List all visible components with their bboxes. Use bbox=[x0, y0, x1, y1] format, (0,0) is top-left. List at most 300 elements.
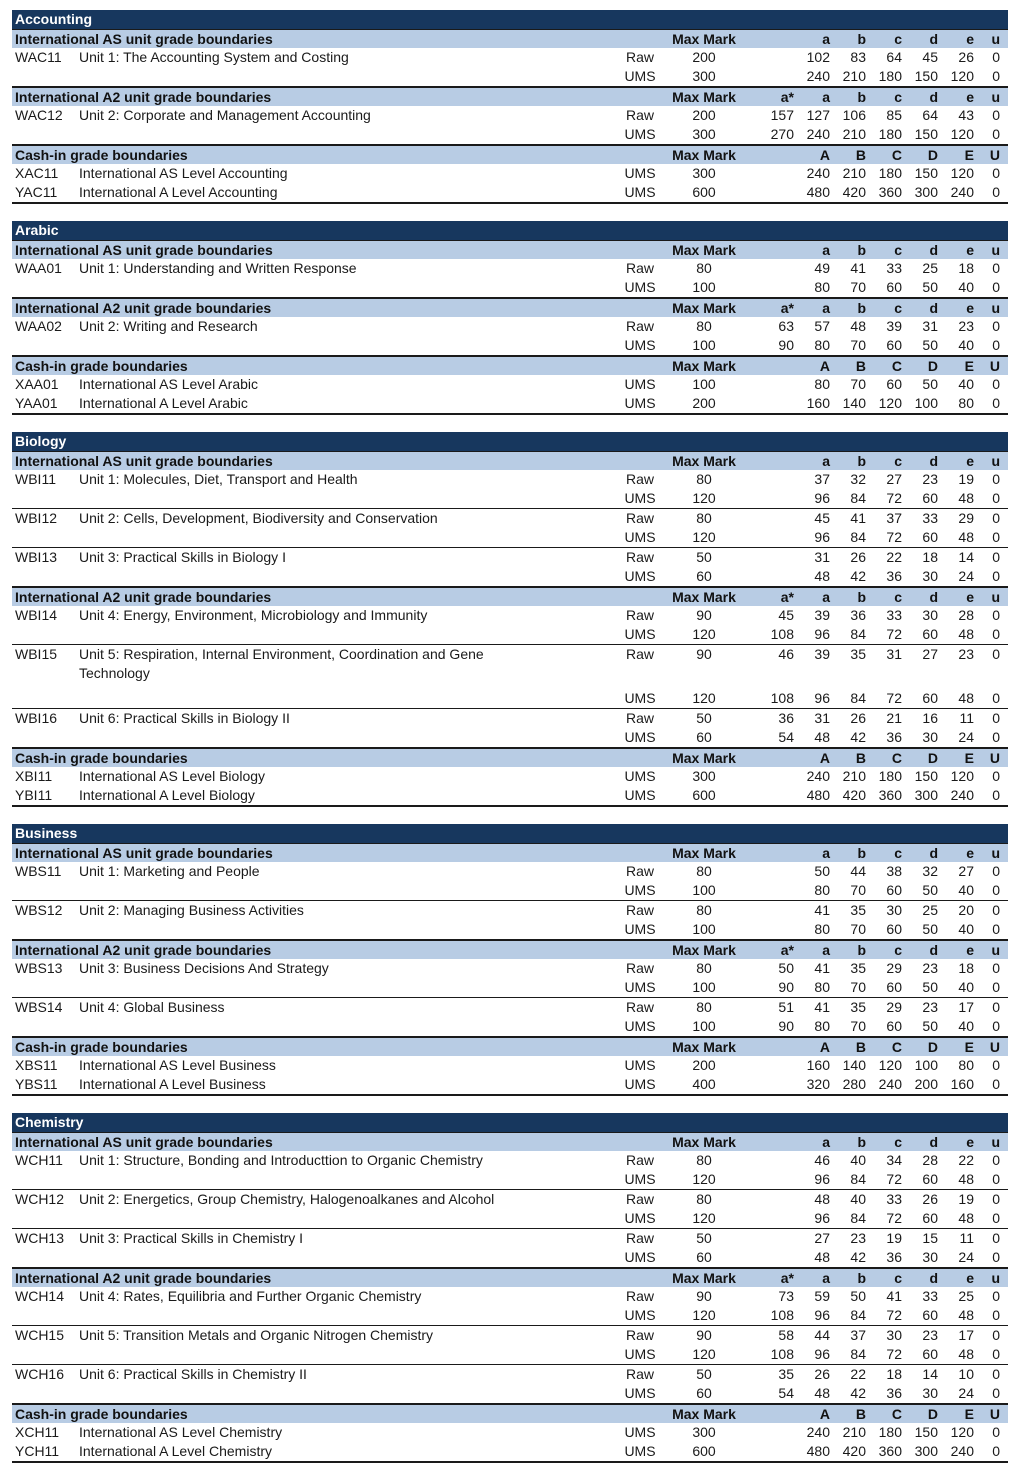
unit-title: Unit 2: Managing Business Activities bbox=[79, 902, 304, 918]
grade-header: C bbox=[891, 147, 902, 163]
grade-value: 48 bbox=[814, 1191, 830, 1207]
unit-row-group bbox=[12, 998, 1008, 1037]
table-row bbox=[12, 67, 1008, 86]
grade-header: D bbox=[927, 358, 938, 374]
grade-value: 108 bbox=[770, 1307, 794, 1323]
unit-title: Unit 1: Structure, Bonding and Introducttion to Organic Chemistry bbox=[79, 1152, 483, 1168]
grade-header: a* bbox=[780, 300, 794, 316]
grade-value: 36 bbox=[850, 607, 866, 623]
mark-type: UMS bbox=[624, 337, 656, 353]
unit-row-group bbox=[12, 786, 1008, 807]
grade-header: D bbox=[927, 147, 938, 163]
max-mark-value: 60 bbox=[696, 729, 712, 745]
grade-value: 0 bbox=[992, 376, 1000, 392]
grade-value: 80 bbox=[814, 979, 830, 995]
grade-value: 22 bbox=[958, 1152, 974, 1168]
grade-value: 0 bbox=[992, 1288, 1000, 1304]
grade-value: 18 bbox=[922, 549, 938, 565]
grade-value: 210 bbox=[842, 68, 866, 84]
grade-value: 64 bbox=[922, 107, 938, 123]
unit-code: WBI14 bbox=[15, 607, 58, 623]
unit-title: Unit 3: Practical Skills in Biology I bbox=[79, 549, 286, 565]
grade-value: 70 bbox=[850, 882, 866, 898]
max-mark-header: Max Mark bbox=[672, 31, 736, 47]
grade-header: E bbox=[964, 358, 974, 374]
grade-value: 23 bbox=[922, 999, 938, 1015]
grade-value: 102 bbox=[806, 49, 830, 65]
max-mark-value: 300 bbox=[692, 1424, 716, 1440]
mark-type: Raw bbox=[625, 471, 654, 487]
mark-type: UMS bbox=[624, 1385, 656, 1401]
table-row bbox=[12, 106, 1008, 125]
grade-header: b bbox=[857, 845, 866, 861]
grade-header: a bbox=[822, 589, 830, 605]
table-row bbox=[12, 978, 1008, 997]
unit-title: Unit 4: Global Business bbox=[79, 999, 225, 1015]
grade-value: 23 bbox=[958, 646, 974, 662]
grade-value: 19 bbox=[958, 471, 974, 487]
subject-title: Biology bbox=[12, 432, 1008, 451]
section-title: Cash-in grade boundaries bbox=[15, 750, 188, 766]
max-mark-header: Max Mark bbox=[672, 300, 736, 316]
grade-value: 30 bbox=[922, 729, 938, 745]
grade-value: 36 bbox=[778, 710, 794, 726]
section-title: International AS unit grade boundaries bbox=[15, 242, 273, 258]
grade-value: 37 bbox=[814, 471, 830, 487]
grade-value: 28 bbox=[958, 607, 974, 623]
grade-value: 26 bbox=[922, 1191, 938, 1207]
grade-value: 48 bbox=[814, 568, 830, 584]
grade-value: 26 bbox=[850, 549, 866, 565]
unit-row-group bbox=[12, 317, 1008, 356]
grade-header: b bbox=[857, 1270, 866, 1286]
mark-type: Raw bbox=[625, 1327, 654, 1343]
grade-value: 96 bbox=[814, 626, 830, 642]
max-mark-value: 100 bbox=[692, 1018, 716, 1034]
grade-value: 150 bbox=[914, 165, 938, 181]
grade-header: u bbox=[991, 589, 1000, 605]
grade-value: 40 bbox=[958, 882, 974, 898]
grade-value: 80 bbox=[814, 882, 830, 898]
unit-row-group bbox=[12, 959, 1008, 998]
max-mark-value: 100 bbox=[692, 882, 716, 898]
grade-header: u bbox=[991, 1270, 1000, 1286]
grade-value: 41 bbox=[814, 902, 830, 918]
unit-code: WAA01 bbox=[15, 260, 62, 276]
grade-header: u bbox=[991, 453, 1000, 469]
grade-value: 39 bbox=[814, 646, 830, 662]
max-mark-value: 120 bbox=[692, 1346, 716, 1362]
grade-value: 24 bbox=[958, 568, 974, 584]
grade-value: 41 bbox=[814, 960, 830, 976]
unit-row-group bbox=[12, 1075, 1008, 1096]
grade-value: 33 bbox=[922, 1288, 938, 1304]
section-header bbox=[12, 748, 1008, 767]
grade-value: 42 bbox=[850, 568, 866, 584]
max-mark-value: 120 bbox=[692, 529, 716, 545]
table-row bbox=[12, 125, 1008, 144]
table-row bbox=[12, 689, 1008, 708]
grade-header: D bbox=[927, 1039, 938, 1055]
unit-row-group bbox=[12, 106, 1008, 145]
grade-value: 11 bbox=[959, 1230, 974, 1246]
grade-value: 360 bbox=[878, 787, 902, 803]
section-header bbox=[12, 298, 1008, 317]
grade-value: 210 bbox=[842, 1424, 866, 1440]
grade-value: 14 bbox=[922, 1366, 938, 1382]
unit-title: Unit 2: Writing and Research bbox=[79, 318, 258, 334]
grade-value: 0 bbox=[992, 1152, 1000, 1168]
grade-value: 0 bbox=[992, 1366, 1000, 1382]
grade-value: 420 bbox=[842, 1443, 866, 1459]
grade-value: 120 bbox=[878, 1057, 902, 1073]
grade-value: 41 bbox=[850, 510, 866, 526]
mark-type: UMS bbox=[624, 1018, 656, 1034]
unit-title: Unit 3: Business Decisions And Strategy bbox=[79, 960, 329, 976]
mark-type: UMS bbox=[624, 1210, 656, 1226]
max-mark-value: 80 bbox=[696, 960, 712, 976]
grade-value: 60 bbox=[922, 1346, 938, 1362]
grade-value: 26 bbox=[814, 1366, 830, 1382]
grade-value: 240 bbox=[950, 184, 974, 200]
max-mark-header: Max Mark bbox=[672, 1406, 736, 1422]
grade-header: e bbox=[966, 242, 974, 258]
grade-header: e bbox=[966, 453, 974, 469]
max-mark-value: 200 bbox=[692, 1057, 716, 1073]
mark-type: UMS bbox=[624, 882, 656, 898]
grade-header: C bbox=[891, 1406, 902, 1422]
max-mark-value: 300 bbox=[692, 165, 716, 181]
grade-value: 157 bbox=[770, 107, 794, 123]
unit-title: Unit 1: Understanding and Written Response bbox=[79, 260, 357, 276]
subject-block bbox=[12, 221, 1008, 415]
grade-header: a* bbox=[780, 1270, 794, 1286]
unit-code: WBS11 bbox=[15, 863, 62, 879]
grade-value: 73 bbox=[778, 1288, 794, 1304]
grade-value: 37 bbox=[886, 510, 902, 526]
grade-value: 240 bbox=[806, 768, 830, 784]
grade-value: 59 bbox=[814, 1288, 830, 1304]
unit-code: WBI12 bbox=[15, 510, 58, 526]
section-title: International A2 unit grade boundaries bbox=[15, 589, 272, 605]
grade-value: 0 bbox=[992, 126, 1000, 142]
grade-value: 0 bbox=[992, 787, 1000, 803]
grade-value: 34 bbox=[886, 1152, 902, 1168]
unit-code: WBS14 bbox=[15, 999, 63, 1015]
grade-value: 120 bbox=[878, 395, 902, 411]
section-header bbox=[12, 87, 1008, 106]
grade-value: 27 bbox=[886, 471, 902, 487]
table-row bbox=[12, 625, 1008, 644]
unit-code: WBI16 bbox=[15, 710, 58, 726]
mark-type: UMS bbox=[624, 626, 656, 642]
grade-value: 80 bbox=[958, 1057, 974, 1073]
grade-value: 72 bbox=[886, 490, 902, 506]
grade-value: 210 bbox=[842, 768, 866, 784]
grade-value: 150 bbox=[914, 68, 938, 84]
unit-code: WAC11 bbox=[15, 49, 62, 65]
grade-value: 45 bbox=[778, 607, 794, 623]
grade-value: 80 bbox=[958, 395, 974, 411]
max-mark-value: 300 bbox=[692, 68, 716, 84]
grade-value: 72 bbox=[886, 626, 902, 642]
grade-value: 23 bbox=[850, 1230, 866, 1246]
unit-code: XBI11 bbox=[15, 768, 53, 784]
grade-value: 46 bbox=[778, 646, 794, 662]
mark-type: Raw bbox=[625, 510, 654, 526]
grade-value: 300 bbox=[914, 787, 938, 803]
grade-header: u bbox=[991, 242, 1000, 258]
grade-value: 300 bbox=[914, 184, 938, 200]
grade-header: d bbox=[929, 89, 938, 105]
grade-value: 420 bbox=[842, 184, 866, 200]
grade-value: 0 bbox=[992, 863, 1000, 879]
grade-value: 72 bbox=[886, 529, 902, 545]
mark-type: Raw bbox=[625, 318, 654, 334]
table-row bbox=[12, 1248, 1008, 1267]
table-row bbox=[12, 548, 1008, 567]
grade-value: 106 bbox=[842, 107, 866, 123]
grade-value: 360 bbox=[878, 184, 902, 200]
table-row bbox=[12, 317, 1008, 336]
grade-header: B bbox=[855, 358, 866, 374]
mark-type: UMS bbox=[624, 1346, 656, 1362]
table-row bbox=[12, 1209, 1008, 1228]
grade-value: 27 bbox=[814, 1230, 830, 1246]
grade-value: 180 bbox=[878, 126, 902, 142]
grade-value: 50 bbox=[922, 882, 938, 898]
max-mark-value: 90 bbox=[696, 607, 712, 623]
mark-type: Raw bbox=[625, 1152, 654, 1168]
max-mark-value: 100 bbox=[692, 376, 716, 392]
grade-value: 180 bbox=[878, 165, 902, 181]
max-mark-value: 80 bbox=[696, 902, 712, 918]
max-mark-value: 50 bbox=[696, 1366, 712, 1382]
table-row bbox=[12, 767, 1008, 786]
max-mark-value: 80 bbox=[696, 260, 712, 276]
grade-header: d bbox=[929, 589, 938, 605]
unit-code: WCH11 bbox=[15, 1152, 63, 1168]
grade-value: 96 bbox=[814, 1171, 830, 1187]
grade-value: 0 bbox=[992, 68, 1000, 84]
grade-header: U bbox=[989, 1406, 1000, 1422]
grade-value: 50 bbox=[922, 1018, 938, 1034]
max-mark-value: 600 bbox=[692, 184, 716, 200]
grade-header: e bbox=[966, 89, 974, 105]
unit-title: International AS Level Accounting bbox=[79, 165, 288, 181]
max-mark-value: 100 bbox=[692, 921, 716, 937]
max-mark-value: 200 bbox=[692, 49, 716, 65]
grade-value: 240 bbox=[806, 126, 830, 142]
grade-value: 0 bbox=[992, 260, 1000, 276]
grade-value: 0 bbox=[992, 529, 1000, 545]
grade-value: 240 bbox=[806, 68, 830, 84]
table-row bbox=[12, 1384, 1008, 1403]
grade-value: 30 bbox=[886, 1327, 902, 1343]
grade-value: 32 bbox=[850, 471, 866, 487]
grade-value: 64 bbox=[886, 49, 902, 65]
grade-header: a* bbox=[780, 89, 794, 105]
mark-type: UMS bbox=[624, 1307, 656, 1323]
max-mark-header: Max Mark bbox=[672, 147, 736, 163]
grade-value: 140 bbox=[842, 395, 866, 411]
grade-value: 0 bbox=[992, 184, 1000, 200]
grade-value: 0 bbox=[992, 902, 1000, 918]
grade-value: 270 bbox=[770, 126, 794, 142]
grade-header: E bbox=[964, 1039, 974, 1055]
grade-value: 40 bbox=[958, 337, 974, 353]
grade-value: 30 bbox=[922, 1249, 938, 1265]
grade-header: b bbox=[857, 300, 866, 316]
grade-value: 33 bbox=[886, 607, 902, 623]
grade-value: 41 bbox=[814, 999, 830, 1015]
grade-value: 48 bbox=[958, 690, 974, 706]
grade-value: 180 bbox=[878, 1424, 902, 1440]
grade-value: 35 bbox=[850, 646, 866, 662]
max-mark-header: Max Mark bbox=[672, 942, 736, 958]
unit-code: WCH16 bbox=[15, 1366, 65, 1382]
grade-value: 0 bbox=[992, 999, 1000, 1015]
grade-value: 42 bbox=[850, 1385, 866, 1401]
grade-header: A bbox=[819, 750, 830, 766]
table-row bbox=[12, 164, 1008, 183]
grade-header: c bbox=[894, 453, 902, 469]
grade-value: 31 bbox=[814, 710, 830, 726]
grade-header: b bbox=[857, 242, 866, 258]
grade-value: 480 bbox=[806, 1443, 830, 1459]
unit-title: Unit 5: Respiration, Internal Environment, Coordination and Gene Technology bbox=[79, 646, 484, 681]
grade-header: A bbox=[819, 1039, 830, 1055]
grade-value: 21 bbox=[886, 710, 902, 726]
table-row bbox=[12, 920, 1008, 939]
grade-header: D bbox=[927, 750, 938, 766]
grade-header: a bbox=[822, 942, 830, 958]
grade-value: 19 bbox=[958, 1191, 974, 1207]
unit-title: International AS Level Biology bbox=[79, 768, 266, 784]
max-mark-value: 100 bbox=[692, 279, 716, 295]
grade-value: 20 bbox=[958, 902, 974, 918]
max-mark-value: 80 bbox=[696, 1152, 712, 1168]
unit-title: Unit 2: Energetics, Group Chemistry, Halogenoalkanes and Alcohol bbox=[79, 1191, 495, 1207]
unit-title: International A Level Arabic bbox=[79, 395, 248, 411]
unit-row-group bbox=[12, 1365, 1008, 1404]
grade-value: 200 bbox=[914, 1076, 938, 1092]
grade-value: 29 bbox=[886, 960, 902, 976]
grade-header: c bbox=[894, 942, 902, 958]
mark-type: UMS bbox=[624, 1057, 656, 1073]
mark-type: Raw bbox=[625, 107, 654, 123]
grade-value: 84 bbox=[850, 1346, 866, 1362]
grade-value: 150 bbox=[914, 126, 938, 142]
grade-value: 48 bbox=[958, 1346, 974, 1362]
grade-value: 30 bbox=[886, 902, 902, 918]
table-row bbox=[12, 1423, 1008, 1442]
grade-header: c bbox=[894, 589, 902, 605]
grade-value: 24 bbox=[958, 1249, 974, 1265]
grade-value: 31 bbox=[922, 318, 938, 334]
grade-value: 84 bbox=[850, 1171, 866, 1187]
grade-value: 0 bbox=[992, 1076, 1000, 1092]
grade-value: 160 bbox=[806, 1057, 830, 1073]
grade-value: 160 bbox=[806, 395, 830, 411]
grade-value: 96 bbox=[814, 690, 830, 706]
section-header bbox=[12, 940, 1008, 959]
section-title: International AS unit grade boundaries bbox=[15, 845, 273, 861]
subject-block bbox=[12, 1113, 1008, 1463]
grade-value: 0 bbox=[992, 395, 1000, 411]
max-mark-value: 100 bbox=[692, 979, 716, 995]
grade-header: b bbox=[857, 453, 866, 469]
grade-header: u bbox=[991, 31, 1000, 47]
grade-value: 58 bbox=[778, 1327, 794, 1343]
grade-header: a bbox=[822, 1270, 830, 1286]
section-header bbox=[12, 29, 1008, 48]
unit-code: XAA01 bbox=[15, 376, 59, 392]
grade-value: 0 bbox=[992, 626, 1000, 642]
unit-title: Unit 4: Rates, Equilibria and Further Organic Chemistry bbox=[79, 1288, 422, 1304]
grade-value: 50 bbox=[850, 1288, 866, 1304]
grade-value: 0 bbox=[992, 549, 1000, 565]
grade-header: d bbox=[929, 942, 938, 958]
grade-value: 127 bbox=[806, 107, 830, 123]
grade-header: a bbox=[822, 89, 830, 105]
grade-header: U bbox=[989, 1039, 1000, 1055]
grade-value: 29 bbox=[886, 999, 902, 1015]
grade-value: 25 bbox=[922, 902, 938, 918]
grade-value: 22 bbox=[886, 549, 902, 565]
grade-value: 60 bbox=[922, 690, 938, 706]
grade-value: 16 bbox=[922, 710, 938, 726]
grade-value: 48 bbox=[814, 1385, 830, 1401]
grade-value: 60 bbox=[922, 490, 938, 506]
grade-value: 33 bbox=[886, 260, 902, 276]
grade-value: 84 bbox=[850, 626, 866, 642]
max-mark-header: Max Mark bbox=[672, 845, 736, 861]
grade-value: 108 bbox=[770, 626, 794, 642]
mark-type: Raw bbox=[625, 646, 654, 662]
unit-code: XBS11 bbox=[15, 1057, 58, 1073]
grade-value: 0 bbox=[992, 510, 1000, 526]
table-row bbox=[12, 728, 1008, 747]
grade-value: 0 bbox=[992, 471, 1000, 487]
grade-header: U bbox=[989, 147, 1000, 163]
grade-value: 38 bbox=[886, 863, 902, 879]
grade-value: 60 bbox=[886, 279, 902, 295]
section-title: Cash-in grade boundaries bbox=[15, 1039, 188, 1055]
grade-value: 17 bbox=[958, 1327, 974, 1343]
grade-value: 72 bbox=[886, 1210, 902, 1226]
max-mark-value: 60 bbox=[696, 1249, 712, 1265]
unit-row-group bbox=[12, 470, 1008, 509]
unit-code: YBS11 bbox=[15, 1076, 58, 1092]
grade-header: d bbox=[929, 453, 938, 469]
table-row bbox=[12, 259, 1008, 278]
mark-type: UMS bbox=[624, 690, 656, 706]
grade-value: 32 bbox=[922, 863, 938, 879]
grade-value: 120 bbox=[950, 1424, 974, 1440]
grade-value: 300 bbox=[914, 1443, 938, 1459]
grade-value: 46 bbox=[814, 1152, 830, 1168]
mark-type: UMS bbox=[624, 787, 656, 803]
grade-value: 120 bbox=[950, 165, 974, 181]
grade-header: e bbox=[966, 31, 974, 47]
grade-header: U bbox=[989, 750, 1000, 766]
unit-row-group bbox=[12, 862, 1008, 901]
grade-value: 45 bbox=[922, 49, 938, 65]
grade-value: 60 bbox=[886, 882, 902, 898]
grade-value: 96 bbox=[814, 1210, 830, 1226]
grade-value: 0 bbox=[992, 1171, 1000, 1187]
